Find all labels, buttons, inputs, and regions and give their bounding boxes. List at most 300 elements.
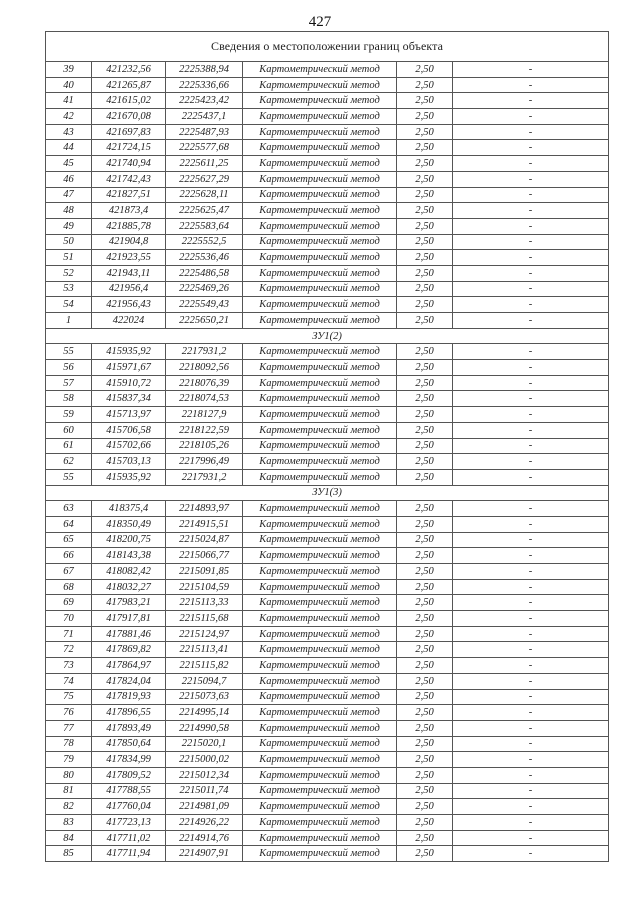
note-cell: - — [453, 156, 609, 172]
coord-y-cell: 2214914,76 — [166, 830, 243, 846]
coord-x-cell: 417760,04 — [92, 799, 166, 815]
coord-x-cell: 415935,92 — [92, 344, 166, 360]
table-row — [46, 218, 609, 234]
accuracy-cell: 2,50 — [397, 501, 453, 517]
note-cell: - — [453, 93, 609, 109]
point-number-cell: 51 — [46, 250, 92, 266]
accuracy-cell: 2,50 — [397, 469, 453, 485]
note-cell: - — [453, 77, 609, 93]
accuracy-cell: 2,50 — [397, 140, 453, 156]
table-row — [46, 626, 609, 642]
accuracy-cell: 2,50 — [397, 281, 453, 297]
coord-y-cell: 2225552,5 — [166, 234, 243, 250]
accuracy-cell: 2,50 — [397, 548, 453, 564]
note-cell: - — [453, 846, 609, 862]
point-number-cell: 70 — [46, 611, 92, 627]
method-cell: Картометрический метод — [243, 642, 397, 658]
point-number-cell: 55 — [46, 344, 92, 360]
accuracy-cell: 2,50 — [397, 752, 453, 768]
coord-x-cell: 417850,64 — [92, 736, 166, 752]
table-row — [46, 93, 609, 109]
method-cell: Картометрический метод — [243, 548, 397, 564]
coord-x-cell: 417917,81 — [92, 611, 166, 627]
table-row — [46, 77, 609, 93]
point-number-cell: 77 — [46, 720, 92, 736]
table-row — [46, 767, 609, 783]
coord-x-cell: 421615,02 — [92, 93, 166, 109]
coord-x-cell: 418350,49 — [92, 516, 166, 532]
table-row — [46, 156, 609, 172]
coord-x-cell: 415713,97 — [92, 407, 166, 423]
note-cell: - — [453, 469, 609, 485]
coord-y-cell: 2225611,25 — [166, 156, 243, 172]
section-row — [46, 485, 609, 501]
coord-x-cell: 421956,43 — [92, 297, 166, 313]
table-row — [46, 360, 609, 376]
note-cell: - — [453, 720, 609, 736]
note-cell: - — [453, 407, 609, 423]
method-cell: Картометрический метод — [243, 313, 397, 329]
coord-x-cell: 417881,46 — [92, 626, 166, 642]
note-cell: - — [453, 736, 609, 752]
point-number-cell: 39 — [46, 62, 92, 78]
coord-y-cell: 2218076,39 — [166, 375, 243, 391]
coord-x-cell: 421827,51 — [92, 187, 166, 203]
point-number-cell: 67 — [46, 564, 92, 580]
section-label: ЗУ1(3) — [46, 485, 609, 501]
accuracy-cell: 2,50 — [397, 109, 453, 125]
note-cell: - — [453, 830, 609, 846]
method-cell: Картометрический метод — [243, 799, 397, 815]
coord-y-cell: 2225486,58 — [166, 265, 243, 281]
table-row — [46, 375, 609, 391]
point-number-cell: 72 — [46, 642, 92, 658]
table-row — [46, 595, 609, 611]
coord-x-cell: 417983,21 — [92, 595, 166, 611]
coord-x-cell: 417723,13 — [92, 815, 166, 831]
table-row — [46, 344, 609, 360]
table-row — [46, 124, 609, 140]
note-cell: - — [453, 454, 609, 470]
note-cell: - — [453, 234, 609, 250]
table-row — [46, 234, 609, 250]
method-cell: Картометрический метод — [243, 705, 397, 721]
table-row — [46, 265, 609, 281]
coord-y-cell: 2215000,02 — [166, 752, 243, 768]
note-cell: - — [453, 438, 609, 454]
coord-y-cell: 2218122,59 — [166, 422, 243, 438]
method-cell: Картометрический метод — [243, 234, 397, 250]
note-cell: - — [453, 799, 609, 815]
note-cell: - — [453, 689, 609, 705]
coord-y-cell: 2218074,53 — [166, 391, 243, 407]
coord-x-cell: 421670,08 — [92, 109, 166, 125]
accuracy-cell: 2,50 — [397, 171, 453, 187]
point-number-cell: 83 — [46, 815, 92, 831]
note-cell: - — [453, 187, 609, 203]
coord-x-cell: 415935,92 — [92, 469, 166, 485]
accuracy-cell: 2,50 — [397, 846, 453, 862]
point-number-cell: 49 — [46, 218, 92, 234]
method-cell: Картометрический метод — [243, 454, 397, 470]
coord-x-cell: 418143,38 — [92, 548, 166, 564]
coord-y-cell: 2214926,22 — [166, 815, 243, 831]
coord-y-cell: 2215113,33 — [166, 595, 243, 611]
method-cell: Картометрический метод — [243, 297, 397, 313]
note-cell: - — [453, 375, 609, 391]
coord-x-cell: 417809,52 — [92, 767, 166, 783]
point-number-cell: 82 — [46, 799, 92, 815]
coord-x-cell: 421923,55 — [92, 250, 166, 266]
accuracy-cell: 2,50 — [397, 250, 453, 266]
note-cell: - — [453, 783, 609, 799]
accuracy-cell: 2,50 — [397, 407, 453, 423]
accuracy-cell: 2,50 — [397, 360, 453, 376]
coord-y-cell: 2217931,2 — [166, 469, 243, 485]
coord-y-cell: 2225388,94 — [166, 62, 243, 78]
note-cell: - — [453, 752, 609, 768]
point-number-cell: 41 — [46, 93, 92, 109]
method-cell: Картометрический метод — [243, 218, 397, 234]
accuracy-cell: 2,50 — [397, 313, 453, 329]
note-cell: - — [453, 579, 609, 595]
coord-y-cell: 2215094,7 — [166, 673, 243, 689]
accuracy-cell: 2,50 — [397, 579, 453, 595]
coord-x-cell: 417834,99 — [92, 752, 166, 768]
method-cell: Картометрический метод — [243, 422, 397, 438]
note-cell: - — [453, 532, 609, 548]
coord-y-cell: 2225577,68 — [166, 140, 243, 156]
coord-x-cell: 417864,97 — [92, 658, 166, 674]
table-row — [46, 438, 609, 454]
method-cell: Картометрический метод — [243, 752, 397, 768]
method-cell: Картометрический метод — [243, 611, 397, 627]
table-row — [46, 469, 609, 485]
note-cell: - — [453, 626, 609, 642]
point-number-cell: 68 — [46, 579, 92, 595]
point-number-cell: 60 — [46, 422, 92, 438]
note-cell: - — [453, 360, 609, 376]
coord-y-cell: 2225487,93 — [166, 124, 243, 140]
note-cell: - — [453, 250, 609, 266]
point-number-cell: 47 — [46, 187, 92, 203]
coord-x-cell: 418200,75 — [92, 532, 166, 548]
accuracy-cell: 2,50 — [397, 454, 453, 470]
point-number-cell: 42 — [46, 109, 92, 125]
note-cell: - — [453, 422, 609, 438]
method-cell: Картометрический метод — [243, 469, 397, 485]
method-cell: Картометрический метод — [243, 438, 397, 454]
table-row — [46, 140, 609, 156]
accuracy-cell: 2,50 — [397, 516, 453, 532]
point-number-cell: 84 — [46, 830, 92, 846]
table-row — [46, 579, 609, 595]
table-row — [46, 171, 609, 187]
table-row — [46, 297, 609, 313]
coord-x-cell: 421873,4 — [92, 203, 166, 219]
point-number-cell: 75 — [46, 689, 92, 705]
table-row — [46, 516, 609, 532]
accuracy-cell: 2,50 — [397, 391, 453, 407]
coord-x-cell: 421232,56 — [92, 62, 166, 78]
accuracy-cell: 2,50 — [397, 344, 453, 360]
coord-x-cell: 422024 — [92, 313, 166, 329]
table-row — [46, 830, 609, 846]
accuracy-cell: 2,50 — [397, 799, 453, 815]
note-cell: - — [453, 109, 609, 125]
table-row — [46, 313, 609, 329]
method-cell: Картометрический метод — [243, 626, 397, 642]
point-number-cell: 66 — [46, 548, 92, 564]
coord-y-cell: 2225336,66 — [166, 77, 243, 93]
coord-y-cell: 2215011,74 — [166, 783, 243, 799]
table-row — [46, 720, 609, 736]
table-row — [46, 705, 609, 721]
note-cell: - — [453, 642, 609, 658]
boundaries-table — [45, 31, 609, 862]
table-row — [46, 407, 609, 423]
point-number-cell: 46 — [46, 171, 92, 187]
accuracy-cell: 2,50 — [397, 234, 453, 250]
method-cell: Картометрический метод — [243, 658, 397, 674]
accuracy-cell: 2,50 — [397, 532, 453, 548]
coord-x-cell: 418082,42 — [92, 564, 166, 580]
table-row — [46, 422, 609, 438]
table-row — [46, 454, 609, 470]
coord-x-cell: 415837,34 — [92, 391, 166, 407]
method-cell: Картометрический метод — [243, 815, 397, 831]
note-cell: - — [453, 516, 609, 532]
coord-y-cell: 2214990,58 — [166, 720, 243, 736]
method-cell: Картометрический метод — [243, 93, 397, 109]
note-cell: - — [453, 595, 609, 611]
table-title: Сведения о местоположении границ объекта — [46, 32, 609, 62]
accuracy-cell: 2,50 — [397, 705, 453, 721]
method-cell: Картометрический метод — [243, 830, 397, 846]
note-cell: - — [453, 391, 609, 407]
table-row — [46, 564, 609, 580]
method-cell: Картометрический метод — [243, 265, 397, 281]
table-row — [46, 658, 609, 674]
table-row — [46, 799, 609, 815]
point-number-cell: 45 — [46, 156, 92, 172]
coord-x-cell: 417896,55 — [92, 705, 166, 721]
point-number-cell: 73 — [46, 658, 92, 674]
page-number: 427 — [308, 14, 332, 30]
method-cell: Картометрический метод — [243, 375, 397, 391]
title-row — [46, 32, 609, 62]
point-number-cell: 48 — [46, 203, 92, 219]
method-cell: Картометрический метод — [243, 501, 397, 517]
coord-x-cell: 421943,11 — [92, 265, 166, 281]
accuracy-cell: 2,50 — [397, 689, 453, 705]
coord-y-cell: 2215020,1 — [166, 736, 243, 752]
accuracy-cell: 2,50 — [397, 815, 453, 831]
method-cell: Картометрический метод — [243, 516, 397, 532]
table-row — [46, 736, 609, 752]
method-cell: Картометрический метод — [243, 156, 397, 172]
method-cell: Картометрический метод — [243, 77, 397, 93]
coord-y-cell: 2218092,56 — [166, 360, 243, 376]
coord-x-cell: 417869,82 — [92, 642, 166, 658]
coord-y-cell: 2215091,85 — [166, 564, 243, 580]
accuracy-cell: 2,50 — [397, 595, 453, 611]
table-row — [46, 783, 609, 799]
table-body — [46, 32, 609, 862]
accuracy-cell: 2,50 — [397, 736, 453, 752]
method-cell: Картометрический метод — [243, 391, 397, 407]
accuracy-cell: 2,50 — [397, 720, 453, 736]
coord-x-cell: 421724,15 — [92, 140, 166, 156]
point-number-cell: 55 — [46, 469, 92, 485]
point-number-cell: 79 — [46, 752, 92, 768]
coord-y-cell: 2225549,43 — [166, 297, 243, 313]
table-row — [46, 673, 609, 689]
accuracy-cell: 2,50 — [397, 783, 453, 799]
note-cell: - — [453, 203, 609, 219]
coord-x-cell: 417824,04 — [92, 673, 166, 689]
note-cell: - — [453, 140, 609, 156]
accuracy-cell: 2,50 — [397, 265, 453, 281]
method-cell: Картометрический метод — [243, 344, 397, 360]
table-row — [46, 501, 609, 517]
coord-y-cell: 2215073,63 — [166, 689, 243, 705]
point-number-cell: 80 — [46, 767, 92, 783]
accuracy-cell: 2,50 — [397, 187, 453, 203]
note-cell: - — [453, 171, 609, 187]
point-number-cell: 54 — [46, 297, 92, 313]
point-number-cell: 63 — [46, 501, 92, 517]
point-number-cell: 1 — [46, 313, 92, 329]
note-cell: - — [453, 501, 609, 517]
coord-x-cell: 415971,67 — [92, 360, 166, 376]
table-row — [46, 752, 609, 768]
coord-x-cell: 418375,4 — [92, 501, 166, 517]
note-cell: - — [453, 767, 609, 783]
note-cell: - — [453, 564, 609, 580]
note-cell: - — [453, 548, 609, 564]
table-row — [46, 532, 609, 548]
accuracy-cell: 2,50 — [397, 564, 453, 580]
accuracy-cell: 2,50 — [397, 93, 453, 109]
accuracy-cell: 2,50 — [397, 62, 453, 78]
section-row — [46, 328, 609, 344]
coord-y-cell: 2215115,82 — [166, 658, 243, 674]
coord-y-cell: 2215115,68 — [166, 611, 243, 627]
point-number-cell: 81 — [46, 783, 92, 799]
coord-x-cell: 415702,66 — [92, 438, 166, 454]
method-cell: Картометрический метод — [243, 124, 397, 140]
coord-y-cell: 2215012,34 — [166, 767, 243, 783]
method-cell: Картометрический метод — [243, 62, 397, 78]
coord-y-cell: 2215104,59 — [166, 579, 243, 595]
point-number-cell: 71 — [46, 626, 92, 642]
point-number-cell: 52 — [46, 265, 92, 281]
method-cell: Картометрический метод — [243, 171, 397, 187]
accuracy-cell: 2,50 — [397, 673, 453, 689]
table-row — [46, 611, 609, 627]
note-cell: - — [453, 313, 609, 329]
point-number-cell: 62 — [46, 454, 92, 470]
accuracy-cell: 2,50 — [397, 830, 453, 846]
coord-y-cell: 2214995,14 — [166, 705, 243, 721]
table-row — [46, 391, 609, 407]
coord-y-cell: 2215124,97 — [166, 626, 243, 642]
coord-x-cell: 421742,43 — [92, 171, 166, 187]
table-row — [46, 109, 609, 125]
method-cell: Картометрический метод — [243, 767, 397, 783]
coord-y-cell: 2218105,26 — [166, 438, 243, 454]
method-cell: Картометрический метод — [243, 579, 397, 595]
method-cell: Картометрический метод — [243, 203, 397, 219]
coord-y-cell: 2214907,91 — [166, 846, 243, 862]
coord-y-cell: 2225650,21 — [166, 313, 243, 329]
coord-y-cell: 2215024,87 — [166, 532, 243, 548]
method-cell: Картометрический метод — [243, 783, 397, 799]
point-number-cell: 53 — [46, 281, 92, 297]
coord-y-cell: 2215113,41 — [166, 642, 243, 658]
note-cell: - — [453, 673, 609, 689]
coord-y-cell: 2214893,97 — [166, 501, 243, 517]
accuracy-cell: 2,50 — [397, 218, 453, 234]
table-row — [46, 846, 609, 862]
coord-x-cell: 415706,58 — [92, 422, 166, 438]
accuracy-cell: 2,50 — [397, 156, 453, 172]
coord-x-cell: 417711,94 — [92, 846, 166, 862]
method-cell: Картометрический метод — [243, 532, 397, 548]
accuracy-cell: 2,50 — [397, 297, 453, 313]
accuracy-cell: 2,50 — [397, 375, 453, 391]
note-cell: - — [453, 658, 609, 674]
accuracy-cell: 2,50 — [397, 77, 453, 93]
coord-x-cell: 415910,72 — [92, 375, 166, 391]
point-number-cell: 74 — [46, 673, 92, 689]
accuracy-cell: 2,50 — [397, 642, 453, 658]
method-cell: Картометрический метод — [243, 360, 397, 376]
coord-y-cell: 2214915,51 — [166, 516, 243, 532]
coord-x-cell: 421740,94 — [92, 156, 166, 172]
note-cell: - — [453, 611, 609, 627]
table-row — [46, 281, 609, 297]
point-number-cell: 58 — [46, 391, 92, 407]
point-number-cell: 56 — [46, 360, 92, 376]
method-cell: Картометрический метод — [243, 595, 397, 611]
note-cell: - — [453, 281, 609, 297]
point-number-cell: 76 — [46, 705, 92, 721]
point-number-cell: 43 — [46, 124, 92, 140]
point-number-cell: 61 — [46, 438, 92, 454]
note-cell: - — [453, 124, 609, 140]
table-row — [46, 187, 609, 203]
coord-x-cell: 418032,27 — [92, 579, 166, 595]
method-cell: Картометрический метод — [243, 673, 397, 689]
method-cell: Картометрический метод — [243, 109, 397, 125]
point-number-cell: 65 — [46, 532, 92, 548]
accuracy-cell: 2,50 — [397, 626, 453, 642]
coord-y-cell: 2225628,11 — [166, 187, 243, 203]
table-row — [46, 250, 609, 266]
coord-y-cell: 2217996,49 — [166, 454, 243, 470]
table-row — [46, 642, 609, 658]
point-number-cell: 85 — [46, 846, 92, 862]
note-cell: - — [453, 705, 609, 721]
coord-x-cell: 421956,4 — [92, 281, 166, 297]
method-cell: Картометрический метод — [243, 564, 397, 580]
point-number-cell: 69 — [46, 595, 92, 611]
coord-y-cell: 2225437,1 — [166, 109, 243, 125]
coord-x-cell: 421265,87 — [92, 77, 166, 93]
accuracy-cell: 2,50 — [397, 767, 453, 783]
